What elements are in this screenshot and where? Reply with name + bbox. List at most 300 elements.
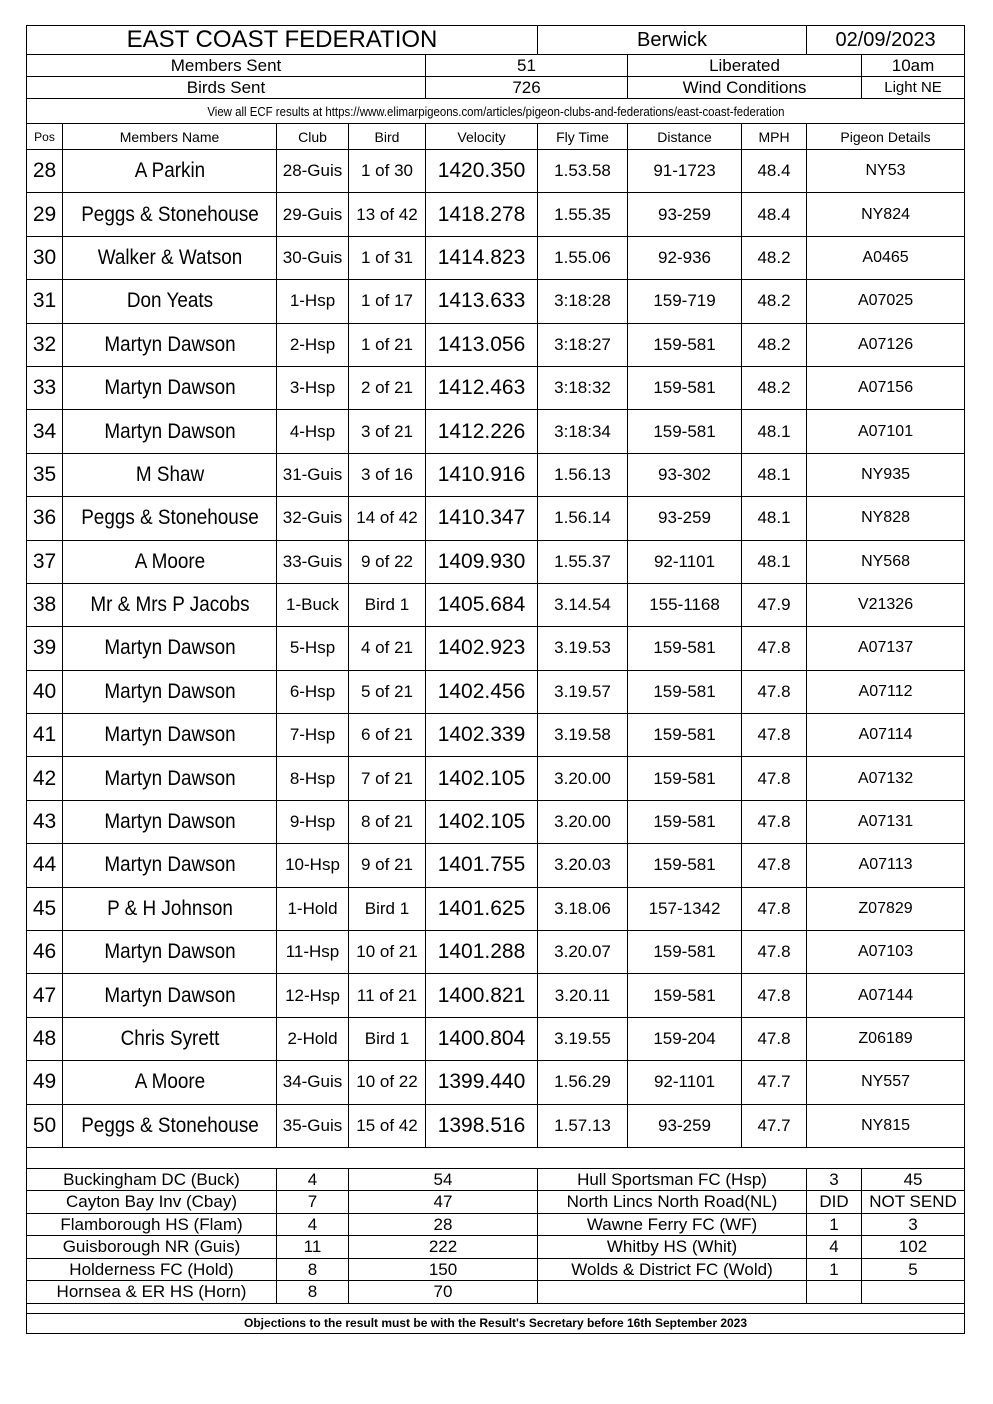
result-member-name: Martyn Dawson [73, 410, 266, 453]
result-fly-time: 1.53.58 [538, 150, 628, 193]
result-bird: 1 of 31 [349, 236, 426, 279]
result-pigeon-details: NY557 [807, 1061, 965, 1104]
result-pigeon-details: A07132 [807, 757, 965, 800]
club-members-sent: 1 [807, 1258, 862, 1281]
club-name: Guisborough NR (Guis) [27, 1236, 277, 1259]
result-bird: Bird 1 [349, 583, 426, 626]
result-pos: 30 [27, 236, 63, 279]
result-pigeon-details: NY828 [807, 497, 965, 540]
result-mph: 47.8 [742, 1017, 807, 1060]
result-distance: 159-581 [628, 757, 742, 800]
result-pos: 43 [27, 800, 63, 843]
result-velocity: 1400.804 [426, 1017, 538, 1060]
result-member-name: Martyn Dawson [73, 627, 266, 670]
result-mph: 48.1 [742, 410, 807, 453]
result-distance: 91-1723 [628, 150, 742, 193]
result-club: 2-Hsp [277, 323, 349, 366]
result-pos: 34 [27, 410, 63, 453]
results-link[interactable] [27, 99, 965, 124]
result-distance: 93-259 [628, 1104, 742, 1147]
result-pos: 36 [27, 497, 63, 540]
result-mph: 48.2 [742, 366, 807, 409]
result-distance: 92-1101 [628, 540, 742, 583]
result-member-name: Martyn Dawson [73, 757, 266, 800]
result-distance: 159-204 [628, 1017, 742, 1060]
result-pigeon-details: Z06189 [807, 1017, 965, 1060]
club-summary-row [27, 1213, 965, 1236]
result-distance: 159-581 [628, 844, 742, 887]
result-fly-time: 3:18:34 [538, 410, 628, 453]
result-club: 9-Hsp [277, 800, 349, 843]
result-fly-time: 3.20.00 [538, 800, 628, 843]
result-club: 7-Hsp [277, 714, 349, 757]
result-velocity: 1401.288 [426, 931, 538, 974]
club-members-sent: 4 [277, 1168, 349, 1191]
race-venue: Berwick [538, 26, 807, 55]
result-distance: 155-1168 [628, 583, 742, 626]
result-club: 3-Hsp [277, 366, 349, 409]
result-club: 33-Guis [277, 540, 349, 583]
result-member-name: A Moore [73, 540, 266, 583]
result-fly-time: 3.19.57 [538, 670, 628, 713]
result-fly-time: 1.56.29 [538, 1061, 628, 1104]
result-bird: Bird 1 [349, 1017, 426, 1060]
result-distance: 159-581 [628, 670, 742, 713]
result-bird: 11 of 21 [349, 974, 426, 1017]
club-birds-sent: 5 [862, 1258, 965, 1281]
result-pigeon-details: A07137 [807, 627, 965, 670]
result-velocity: 1412.226 [426, 410, 538, 453]
wind-label: Wind Conditions [628, 77, 862, 99]
result-bird: 7 of 21 [349, 757, 426, 800]
club-birds-sent: NOT SEND [862, 1191, 965, 1214]
result-pos: 49 [27, 1061, 63, 1104]
result-pigeon-details: A07112 [807, 670, 965, 713]
result-bird: 15 of 42 [349, 1104, 426, 1147]
result-velocity: 1410.916 [426, 453, 538, 496]
table-row [27, 540, 965, 583]
result-mph: 48.4 [742, 193, 807, 236]
result-club: 1-Buck [277, 583, 349, 626]
result-member-name: Martyn Dawson [73, 714, 266, 757]
result-mph: 48.2 [742, 280, 807, 323]
result-fly-time: 3.20.07 [538, 931, 628, 974]
result-mph: 47.8 [742, 887, 807, 930]
result-pigeon-details: A0465 [807, 236, 965, 279]
result-pigeon-details: NY815 [807, 1104, 965, 1147]
result-mph: 48.2 [742, 323, 807, 366]
result-bird: 9 of 21 [349, 844, 426, 887]
results-sheet [26, 25, 964, 1334]
result-mph: 47.8 [742, 974, 807, 1017]
result-mph: 47.8 [742, 670, 807, 713]
results-body [27, 150, 965, 1148]
table-row [27, 931, 965, 974]
result-pigeon-details: A07131 [807, 800, 965, 843]
result-distance: 159-581 [628, 627, 742, 670]
result-pos: 35 [27, 453, 63, 496]
result-member-name: Martyn Dawson [73, 974, 266, 1017]
club-birds-sent [862, 1281, 965, 1304]
club-birds-sent: 3 [862, 1213, 965, 1236]
result-member-name: Martyn Dawson [73, 366, 266, 409]
result-pos: 29 [27, 193, 63, 236]
table-row [27, 627, 965, 670]
result-distance: 157-1342 [628, 887, 742, 930]
result-mph: 48.4 [742, 150, 807, 193]
liberated-value: 10am [862, 55, 965, 77]
result-fly-time: 3.20.03 [538, 844, 628, 887]
results-table [26, 25, 965, 1334]
result-mph: 47.8 [742, 714, 807, 757]
result-pos: 32 [27, 323, 63, 366]
result-member-name: P & H Johnson [73, 887, 266, 930]
result-bird: 6 of 21 [349, 714, 426, 757]
result-bird: 13 of 42 [349, 193, 426, 236]
result-mph: 47.8 [742, 757, 807, 800]
result-pos: 45 [27, 887, 63, 930]
result-pos: 37 [27, 540, 63, 583]
result-member-name: Martyn Dawson [73, 670, 266, 713]
club-birds-sent: 47 [349, 1191, 538, 1214]
result-velocity: 1399.440 [426, 1061, 538, 1104]
result-velocity: 1401.755 [426, 844, 538, 887]
club-summary-row [27, 1168, 965, 1191]
club-members-sent: 1 [807, 1213, 862, 1236]
club-birds-sent: 70 [349, 1281, 538, 1304]
result-bird: 14 of 42 [349, 497, 426, 540]
table-row [27, 1017, 965, 1060]
spacer-cell [27, 1147, 965, 1168]
result-member-name: A Parkin [73, 150, 266, 193]
table-row [27, 193, 965, 236]
result-velocity: 1418.278 [426, 193, 538, 236]
club-members-sent: 8 [277, 1258, 349, 1281]
table-row [27, 844, 965, 887]
result-distance: 159-719 [628, 280, 742, 323]
club-name [538, 1281, 807, 1304]
result-distance: 159-581 [628, 800, 742, 843]
title-row [27, 26, 965, 55]
result-velocity: 1401.625 [426, 887, 538, 930]
result-fly-time: 1.56.13 [538, 453, 628, 496]
result-club: 5-Hsp [277, 627, 349, 670]
result-pigeon-details: A07103 [807, 931, 965, 974]
club-birds-sent: 150 [349, 1258, 538, 1281]
club-name: Holderness FC (Hold) [27, 1258, 277, 1281]
club-name: Hornsea & ER HS (Horn) [27, 1281, 277, 1304]
col-distance: Distance [628, 124, 742, 150]
clubs-summary [27, 1168, 965, 1303]
result-velocity: 1402.105 [426, 800, 538, 843]
result-fly-time: 1.56.14 [538, 497, 628, 540]
result-bird: 10 of 22 [349, 1061, 426, 1104]
result-club: 28-Guis [277, 150, 349, 193]
result-mph: 47.8 [742, 627, 807, 670]
result-pos: 47 [27, 974, 63, 1017]
result-club: 6-Hsp [277, 670, 349, 713]
result-distance: 93-259 [628, 193, 742, 236]
result-pigeon-details: A07144 [807, 974, 965, 1017]
result-distance: 93-302 [628, 453, 742, 496]
result-pos: 40 [27, 670, 63, 713]
result-pigeon-details: NY824 [807, 193, 965, 236]
result-member-name: Don Yeats [73, 280, 266, 323]
result-bird: 10 of 21 [349, 931, 426, 974]
result-club: 34-Guis [277, 1061, 349, 1104]
club-members-sent: DID [807, 1191, 862, 1214]
result-bird: 1 of 21 [349, 323, 426, 366]
result-club: 4-Hsp [277, 410, 349, 453]
table-row [27, 1061, 965, 1104]
col-mph: MPH [742, 124, 807, 150]
table-row [27, 236, 965, 279]
result-mph: 47.7 [742, 1061, 807, 1104]
table-row [27, 453, 965, 496]
result-member-name: Martyn Dawson [73, 323, 266, 366]
club-members-sent: 4 [807, 1236, 862, 1259]
result-bird: 3 of 16 [349, 453, 426, 496]
table-row [27, 583, 965, 626]
club-summary-row [27, 1236, 965, 1259]
spacer-row [27, 1147, 965, 1168]
result-distance: 159-581 [628, 974, 742, 1017]
result-pos: 46 [27, 931, 63, 974]
club-name: Whitby HS (Whit) [538, 1236, 807, 1259]
result-club: 29-Guis [277, 193, 349, 236]
result-mph: 48.1 [742, 453, 807, 496]
result-club: 31-Guis [277, 453, 349, 496]
result-mph: 47.7 [742, 1104, 807, 1147]
footer-spacer-cell [27, 1303, 965, 1313]
table-row [27, 974, 965, 1017]
result-pos: 33 [27, 366, 63, 409]
result-distance: 92-936 [628, 236, 742, 279]
result-mph: 47.9 [742, 583, 807, 626]
result-member-name: Mr & Mrs P Jacobs [73, 583, 266, 626]
result-member-name: Walker & Watson [73, 236, 266, 279]
wind-value: Light NE [862, 77, 965, 99]
result-velocity: 1413.056 [426, 323, 538, 366]
club-birds-sent: 28 [349, 1213, 538, 1236]
col-pigeon-details: Pigeon Details [807, 124, 965, 150]
result-velocity: 1402.105 [426, 757, 538, 800]
club-summary-row [27, 1281, 965, 1304]
result-bird: 1 of 30 [349, 150, 426, 193]
result-club: 30-Guis [277, 236, 349, 279]
result-pos: 50 [27, 1104, 63, 1147]
table-row [27, 497, 965, 540]
club-birds-sent: 54 [349, 1168, 538, 1191]
result-fly-time: 3.19.53 [538, 627, 628, 670]
col-pos: Pos [27, 124, 63, 150]
result-club: 10-Hsp [277, 844, 349, 887]
result-member-name: Chris Syrett [73, 1017, 266, 1060]
result-fly-time: 3.20.00 [538, 757, 628, 800]
members-sent-label: Members Sent [27, 55, 426, 77]
col-fly-time: Fly Time [538, 124, 628, 150]
club-members-sent: 7 [277, 1191, 349, 1214]
result-bird: 3 of 21 [349, 410, 426, 453]
result-velocity: 1413.633 [426, 280, 538, 323]
result-pos: 38 [27, 583, 63, 626]
result-pos: 41 [27, 714, 63, 757]
result-club: 8-Hsp [277, 757, 349, 800]
result-mph: 47.8 [742, 931, 807, 974]
result-fly-time: 3.19.58 [538, 714, 628, 757]
club-birds-sent: 222 [349, 1236, 538, 1259]
result-fly-time: 3:18:32 [538, 366, 628, 409]
result-member-name: Peggs & Stonehouse [73, 193, 266, 236]
club-members-sent: 3 [807, 1168, 862, 1191]
result-member-name: Martyn Dawson [73, 800, 266, 843]
club-birds-sent: 45 [862, 1168, 965, 1191]
result-pigeon-details: A07025 [807, 280, 965, 323]
result-pos: 44 [27, 844, 63, 887]
result-fly-time: 3.18.06 [538, 887, 628, 930]
footer-note: Objections to the result must be with the Result's Secretary before 16th September 2023 [27, 1313, 965, 1333]
result-velocity: 1414.823 [426, 236, 538, 279]
results-link-text[interactable]: View all ECF results at https://www.elimarpigeons.com/articles/pigeon-clubs-and-federations/east-coast-federation [206, 103, 785, 119]
result-bird: 4 of 21 [349, 627, 426, 670]
result-club: 35-Guis [277, 1104, 349, 1147]
members-row [27, 55, 965, 77]
result-bird: 5 of 21 [349, 670, 426, 713]
liberated-label: Liberated [628, 55, 862, 77]
club-name: Buckingham DC (Buck) [27, 1168, 277, 1191]
footer-spacer-row [27, 1303, 965, 1313]
club-name: Flamborough HS (Flam) [27, 1213, 277, 1236]
result-bird: 9 of 22 [349, 540, 426, 583]
result-member-name: Peggs & Stonehouse [73, 1104, 266, 1147]
table-row [27, 800, 965, 843]
column-header-row [27, 124, 965, 150]
result-pigeon-details: V21326 [807, 583, 965, 626]
result-velocity: 1405.684 [426, 583, 538, 626]
result-pigeon-details: NY935 [807, 453, 965, 496]
result-bird: 8 of 21 [349, 800, 426, 843]
club-members-sent: 4 [277, 1213, 349, 1236]
members-sent-value: 51 [426, 55, 628, 77]
result-club: 32-Guis [277, 497, 349, 540]
result-velocity: 1402.456 [426, 670, 538, 713]
result-distance: 93-259 [628, 497, 742, 540]
table-row [27, 757, 965, 800]
result-fly-time: 1.55.06 [538, 236, 628, 279]
federation-title: EAST COAST FEDERATION [27, 26, 538, 55]
result-pigeon-details: NY53 [807, 150, 965, 193]
result-member-name: A Moore [73, 1061, 266, 1104]
result-fly-time: 1.55.35 [538, 193, 628, 236]
result-pigeon-details: Z07829 [807, 887, 965, 930]
table-row [27, 887, 965, 930]
result-velocity: 1410.347 [426, 497, 538, 540]
result-pigeon-details: NY568 [807, 540, 965, 583]
result-fly-time: 3:18:28 [538, 280, 628, 323]
result-pigeon-details: A07126 [807, 323, 965, 366]
table-row [27, 280, 965, 323]
result-velocity: 1420.350 [426, 150, 538, 193]
club-name: Wawne Ferry FC (WF) [538, 1213, 807, 1236]
result-pos: 48 [27, 1017, 63, 1060]
result-mph: 48.2 [742, 236, 807, 279]
result-club: 1-Hsp [277, 280, 349, 323]
result-pigeon-details: A07114 [807, 714, 965, 757]
club-birds-sent: 102 [862, 1236, 965, 1259]
club-summary-row [27, 1258, 965, 1281]
club-members-sent: 8 [277, 1281, 349, 1304]
table-row [27, 323, 965, 366]
result-fly-time: 3.20.11 [538, 974, 628, 1017]
result-pos: 42 [27, 757, 63, 800]
club-summary-row [27, 1191, 965, 1214]
footer-note-row [27, 1313, 965, 1333]
result-distance: 159-581 [628, 410, 742, 453]
table-row [27, 410, 965, 453]
result-pigeon-details: A07113 [807, 844, 965, 887]
birds-row [27, 77, 965, 99]
birds-sent-value: 726 [426, 77, 628, 99]
birds-sent-label: Birds Sent [27, 77, 426, 99]
link-row [27, 99, 965, 124]
col-members-name: Members Name [63, 124, 277, 150]
result-pos: 28 [27, 150, 63, 193]
club-members-sent: 11 [277, 1236, 349, 1259]
result-velocity: 1402.923 [426, 627, 538, 670]
result-member-name: M Shaw [73, 453, 266, 496]
result-club: 2-Hold [277, 1017, 349, 1060]
col-bird: Bird [349, 124, 426, 150]
result-distance: 159-581 [628, 931, 742, 974]
col-club: Club [277, 124, 349, 150]
result-bird: Bird 1 [349, 887, 426, 930]
result-mph: 47.8 [742, 800, 807, 843]
result-distance: 159-581 [628, 366, 742, 409]
col-velocity: Velocity [426, 124, 538, 150]
club-name: Hull Sportsman FC (Hsp) [538, 1168, 807, 1191]
club-name: Cayton Bay Inv (Cbay) [27, 1191, 277, 1214]
result-velocity: 1409.930 [426, 540, 538, 583]
result-member-name: Martyn Dawson [73, 844, 266, 887]
result-club: 1-Hold [277, 887, 349, 930]
result-pigeon-details: A07101 [807, 410, 965, 453]
result-mph: 47.8 [742, 844, 807, 887]
result-fly-time: 3:18:27 [538, 323, 628, 366]
result-velocity: 1402.339 [426, 714, 538, 757]
result-fly-time: 1.55.37 [538, 540, 628, 583]
result-distance: 159-581 [628, 323, 742, 366]
result-member-name: Martyn Dawson [73, 931, 266, 974]
result-club: 12-Hsp [277, 974, 349, 1017]
table-row [27, 1104, 965, 1147]
result-distance: 159-581 [628, 714, 742, 757]
result-bird: 2 of 21 [349, 366, 426, 409]
race-date: 02/09/2023 [807, 26, 965, 55]
result-fly-time: 3.14.54 [538, 583, 628, 626]
result-pos: 31 [27, 280, 63, 323]
club-members-sent [807, 1281, 862, 1304]
table-row [27, 150, 965, 193]
table-row [27, 670, 965, 713]
table-row [27, 714, 965, 757]
result-velocity: 1400.821 [426, 974, 538, 1017]
result-mph: 48.1 [742, 497, 807, 540]
result-fly-time: 1.57.13 [538, 1104, 628, 1147]
result-mph: 48.1 [742, 540, 807, 583]
result-member-name: Peggs & Stonehouse [73, 497, 266, 540]
table-row [27, 366, 965, 409]
result-distance: 92-1101 [628, 1061, 742, 1104]
